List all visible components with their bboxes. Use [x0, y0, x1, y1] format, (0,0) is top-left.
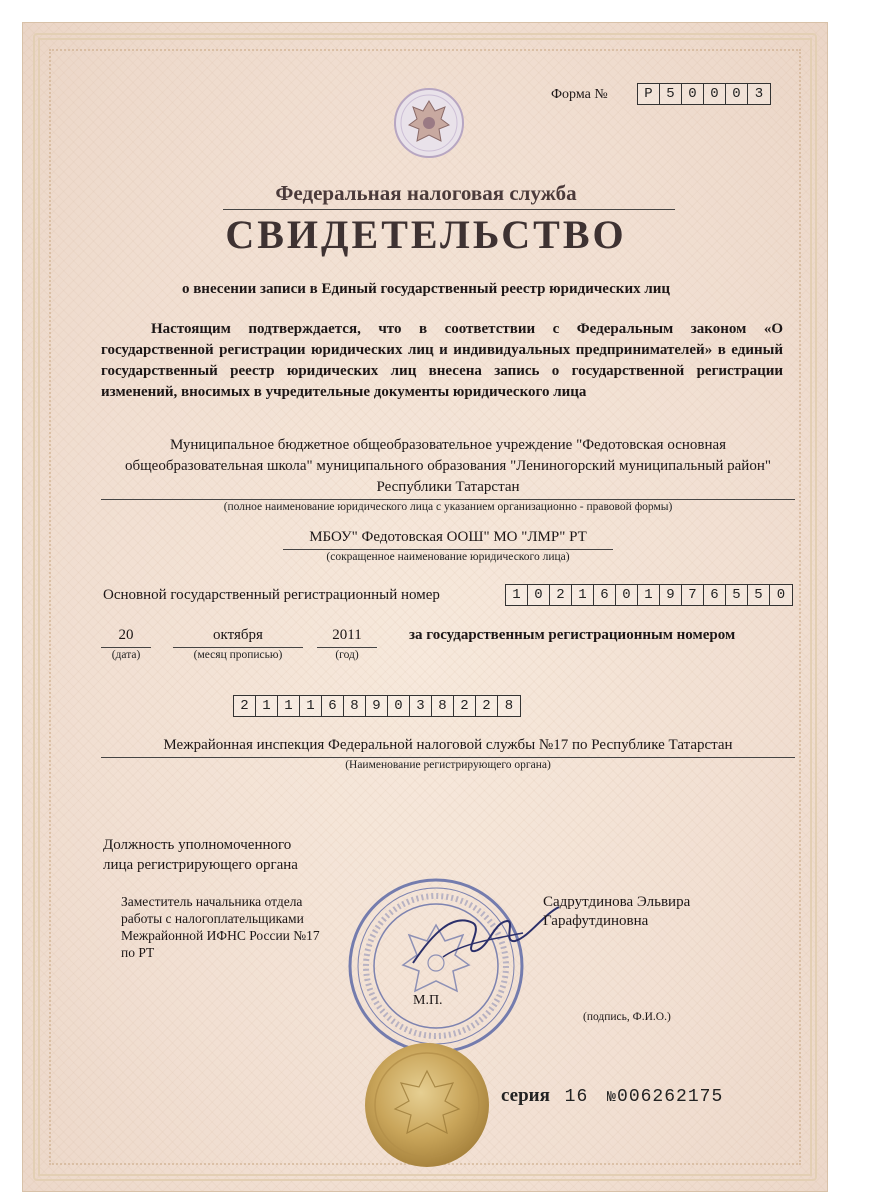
grn-digit: 1 — [278, 696, 300, 716]
ogrn-digit: 6 — [594, 585, 616, 605]
official-position-line: Межрайонной ИФНС России №17 — [121, 928, 320, 943]
official-position-line: по РТ — [121, 945, 155, 960]
grn-boxes — [233, 695, 521, 717]
grn-digit: 1 — [300, 696, 322, 716]
form-number-char: 0 — [704, 84, 726, 104]
signature-caption: (подпись, Ф.И.О.) — [583, 1011, 671, 1023]
ogrn-digit: 5 — [726, 585, 748, 605]
ogrn-digit: 5 — [748, 585, 770, 605]
certificate-sheet — [22, 22, 828, 1192]
full-name-caption: (полное наименование юридического лица с указанием организационно - правовой формы) — [223, 501, 673, 513]
official-position — [121, 893, 320, 961]
form-number-boxes — [637, 83, 771, 105]
ogrn-digit: 1 — [572, 585, 594, 605]
serial-number: 006262175 — [617, 1087, 724, 1107]
grn-digit: 2 — [476, 696, 498, 716]
date-year: 2011 — [332, 627, 362, 643]
grn-digit: 0 — [388, 696, 410, 716]
grn-digit: 2 — [234, 696, 256, 716]
authority-underline — [101, 757, 795, 758]
ogrn-digit: 9 — [660, 585, 682, 605]
short-name-caption: (сокращенное наименование юридического лица) — [326, 551, 570, 563]
ogrn-digit: 1 — [638, 585, 660, 605]
official-position-line: Заместитель начальника отдела — [121, 894, 303, 909]
series-code: 16 — [564, 1087, 589, 1107]
handwritten-signature-icon — [403, 893, 563, 983]
grn-digit: 9 — [366, 696, 388, 716]
ogrn-digit: 1 — [506, 585, 528, 605]
service-divider — [223, 209, 675, 210]
signer-name-line: Садрутдинова Эльвира — [543, 894, 691, 910]
form-number-char: 5 — [660, 84, 682, 104]
number-sign: № — [607, 1089, 618, 1106]
date-month-caption: (месяц прописью) — [193, 649, 283, 661]
grn-digit: 8 — [504, 698, 514, 714]
date-month-underline — [173, 647, 303, 648]
ogrn-digit: 0 — [528, 585, 550, 605]
ogrn-digit: 0 — [616, 585, 638, 605]
stamp-place-label: М.П. — [413, 993, 443, 1008]
grn-digit: 3 — [410, 696, 432, 716]
grn-digit: 6 — [322, 696, 344, 716]
ogrn-label: Основной государственный регистрационный номер — [103, 587, 440, 603]
ogrn-digit: 0 — [776, 587, 786, 603]
date-day: 20 — [118, 627, 134, 643]
grn-label: за государственным регистрационным номером — [409, 627, 736, 643]
date-day-caption: (дата) — [111, 649, 141, 661]
signer-name-line: Гарафутдиновна — [543, 913, 649, 929]
signer-name — [543, 893, 690, 931]
state-emblem-icon — [391, 85, 467, 161]
confirmation-paragraph: Настоящим подтверждается, что в соответствии с Федеральным законом «О государственной регистрации юридических лиц и индивидуальных предпринимателей» в единый государственный реестр юридических лиц внесена запись о государственной регистрации изменений, вносимых в учредительные документы юридического лица — [101, 321, 783, 400]
grn-digit: 8 — [344, 696, 366, 716]
date-year-caption: (год) — [335, 649, 359, 661]
document-subtitle: о внесении записи в Единый государственный реестр юридических лиц — [181, 281, 671, 297]
position-label-line: Должность уполномоченного — [103, 837, 292, 853]
date-month: октября — [213, 627, 263, 643]
official-position-line: работы с налогоплательщиками — [121, 911, 304, 926]
full-entity-name: Муниципальное бюджетное общеобразовательное учреждение "Федотовская основная общеобразовательная школа" муниципального образования "Лениногорский муниципальный район" Республики Татарстан — [125, 437, 771, 495]
form-number-char: 0 — [682, 84, 704, 104]
date-day-underline — [101, 647, 151, 648]
position-label-line: лица регистрирующего органа — [103, 857, 298, 873]
full-name-underline — [101, 499, 795, 500]
position-label — [103, 835, 298, 875]
series-label: серия — [501, 1085, 550, 1106]
date-year-underline — [317, 647, 377, 648]
issuing-service: Федеральная налоговая служба — [275, 181, 577, 205]
form-number-char: Р — [638, 84, 660, 104]
authority-caption: (Наименование регистрирующего органа) — [345, 759, 551, 771]
short-entity-name: МБОУ" Федотовская ООШ" МО "ЛМР" РТ — [309, 529, 587, 545]
short-name-underline — [283, 549, 613, 550]
ogrn-boxes — [505, 584, 793, 606]
series-line — [501, 1085, 723, 1107]
ogrn-digit: 6 — [704, 585, 726, 605]
ogrn-digit: 2 — [550, 585, 572, 605]
form-number-char: 3 — [754, 86, 764, 102]
grn-digit: 8 — [432, 696, 454, 716]
gold-hologram-seal-icon — [363, 1041, 491, 1169]
grn-digit: 1 — [256, 696, 278, 716]
document-title: СВИДЕТЕЛЬСТВО — [225, 212, 627, 257]
form-number-char: 0 — [726, 84, 748, 104]
registering-authority: Межрайонная инспекция Федеральной налоговой службы №17 по Республике Татарстан — [163, 737, 733, 753]
ogrn-digit: 7 — [682, 585, 704, 605]
form-number-label: Форма № — [551, 87, 608, 102]
grn-digit: 2 — [454, 696, 476, 716]
